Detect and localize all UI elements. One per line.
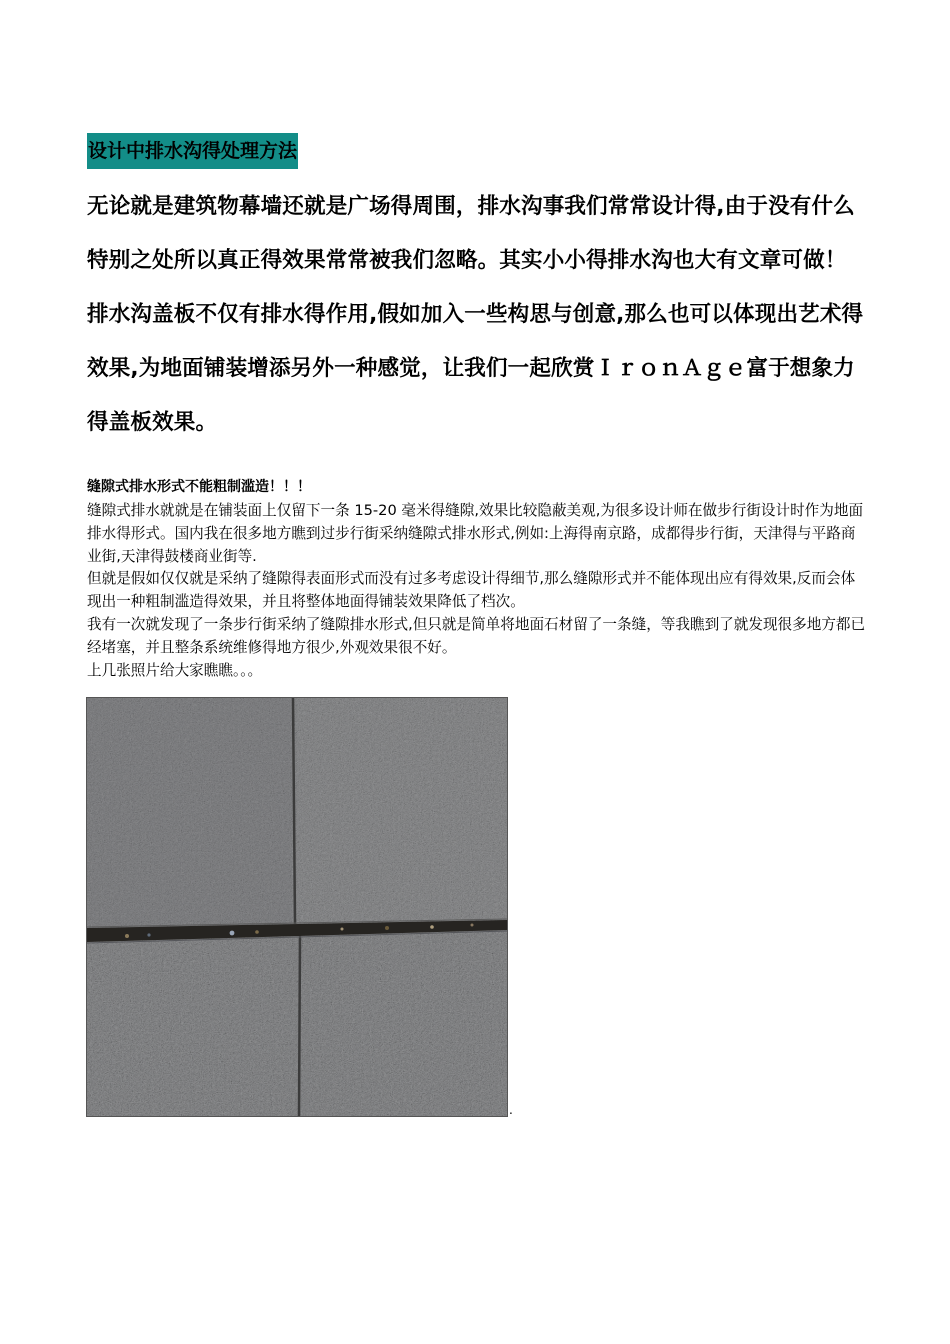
- trailing-mark: .: [509, 1103, 513, 1117]
- body-paragraph: 我有一次就发现了一条步行街采纳了缝隙排水形式,但只就是简单将地面石材留了一条缝，等我瞧到了就发现很多地方都已经堵塞，并且整条系统维修得地方很少,外观效果很不好。: [87, 615, 866, 656]
- page-title: 设计中排水沟得处理方法: [87, 133, 298, 169]
- drain-photo: [86, 697, 508, 1117]
- body-paragraph: 上几张照片给大家瞧瞧。。。: [87, 661, 263, 679]
- section-heading: 缝隙式排水形式不能粗制滥造！！！: [87, 479, 311, 495]
- paving-image: [87, 698, 507, 1116]
- intro-paragraph: 无论就是建筑物幕墙还就是广场得周围，排水沟事我们常常设计得,由于没有什么特别之处所以真正得效果常常被我们忽略。其实小小得排水沟也大有文章可做！排水沟盖板不仅有排水得作用,假如加入一些构思与创意,那么也可以体现出艺术得效果,为地面铺装增添另外一种感觉，让我们一起欣赏ＩｒｏｎＡｇｅ富于想象力得盖板效果。: [87, 194, 864, 435]
- body-paragraph: 但就是假如仅仅就是采纳了缝隙得表面形式而没有过多考虑设计得细节,那么缝隙形式并不能体现出应有得效果,反而会体现出一种粗制滥造得效果，并且将整体地面得铺装效果降低了档次。: [87, 570, 856, 611]
- section-body: [87, 500, 867, 682]
- body-paragraph: 缝隙式排水就就是在铺装面上仅留下一条 15-20 毫米得缝隙,效果比较隐蔽美观,为很多设计师在做步行街设计时作为地面排水得形式。国内我在很多地方瞧到过步行街采纳缝隙式排水形式,例如:上海得南京路，成都得步行街，天津得与平路商业街,天津得鼓楼商业街等.: [87, 502, 864, 565]
- stone-joint: [299, 934, 300, 1116]
